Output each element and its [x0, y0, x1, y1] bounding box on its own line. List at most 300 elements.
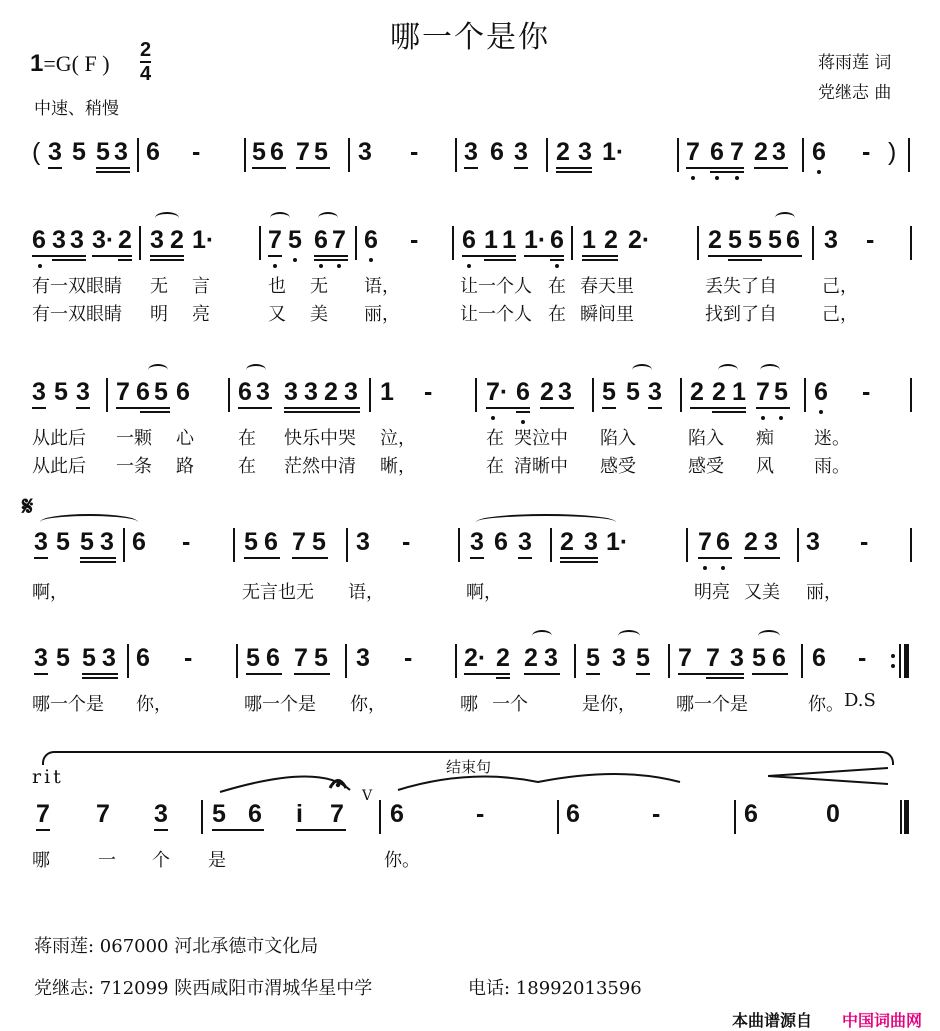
lyric: 有一双眼睛 — [32, 304, 122, 325]
barline — [801, 644, 803, 678]
lyric: 一颗 — [116, 428, 152, 449]
lyric: 在 — [238, 428, 256, 449]
ritardando-marking: rit — [32, 766, 64, 788]
lyric: 语， — [364, 276, 400, 297]
lyric: 迷。 — [814, 428, 850, 449]
lyric: 丽， — [364, 304, 400, 325]
note: 3 — [648, 378, 662, 406]
dash: - — [402, 528, 411, 556]
note: 3 — [544, 644, 558, 672]
barline — [734, 800, 736, 834]
barline — [686, 528, 688, 562]
barline — [458, 528, 460, 562]
underline — [32, 407, 46, 409]
lyric: 个 — [152, 850, 170, 871]
note: 3 — [34, 528, 48, 556]
lyric: 也 — [268, 276, 286, 297]
key-signature — [30, 50, 110, 78]
note: 3 — [612, 644, 626, 672]
lyric: 陷入 — [688, 428, 724, 449]
lyric: 丽， — [806, 582, 842, 603]
note: 1· — [606, 528, 629, 556]
final-barline-thick — [904, 800, 909, 834]
barline — [910, 528, 912, 562]
note: 3 — [344, 378, 358, 406]
note: 5 — [54, 378, 68, 406]
lyric: 清晰中 — [514, 456, 568, 477]
low-octave-dot — [721, 566, 725, 570]
note: 6 — [462, 226, 476, 254]
note: 7 — [296, 138, 310, 166]
underline — [140, 411, 170, 413]
note: 7 — [686, 138, 700, 166]
note: 2 — [540, 378, 554, 406]
lyric: 哪一个是 — [244, 694, 316, 715]
underline — [150, 259, 184, 261]
lyric: 一条 — [116, 456, 152, 477]
underline — [678, 673, 744, 675]
high-note: i — [296, 800, 303, 828]
underline — [52, 259, 86, 261]
note: 1· — [524, 226, 547, 254]
final-barline-thin — [900, 800, 902, 834]
lyric: 哪 — [460, 694, 478, 715]
underline — [496, 677, 510, 679]
underline — [36, 829, 50, 831]
note: 6 — [390, 800, 404, 828]
note: 6 — [176, 378, 190, 406]
underline — [582, 259, 618, 261]
repeat-dot — [891, 654, 895, 658]
low-octave-dot — [555, 264, 559, 268]
note: 3 — [70, 226, 84, 254]
note: 5 — [82, 644, 96, 672]
lyric: 泣， — [380, 428, 416, 449]
barline — [910, 226, 912, 260]
underline — [296, 829, 346, 831]
underline — [586, 673, 600, 675]
note: 2 — [604, 226, 618, 254]
note: 3 — [518, 528, 532, 556]
note: 2 — [170, 226, 184, 254]
dash: - — [410, 226, 419, 254]
lyric: 路 — [176, 456, 194, 477]
note: 6 — [744, 800, 758, 828]
note: 5 — [586, 644, 600, 672]
note: 5 — [244, 528, 258, 556]
slur — [270, 212, 290, 224]
note: 5 — [314, 138, 328, 166]
note: 3 — [764, 528, 778, 556]
breath-mark: V — [362, 788, 373, 804]
lyric: 心 — [176, 428, 194, 449]
low-octave-dot — [691, 176, 695, 180]
barline — [355, 226, 357, 260]
note: 3 — [48, 138, 62, 166]
tempo-marking: 中速、稍慢 — [34, 99, 119, 119]
lyric: 哪 — [32, 850, 50, 871]
note: 3 — [76, 378, 90, 406]
low-octave-dot — [293, 258, 297, 262]
note: 5 — [768, 226, 782, 254]
barline — [139, 226, 141, 260]
note: 2· — [628, 226, 651, 254]
note: 5 — [252, 138, 266, 166]
note: 2 — [712, 378, 726, 406]
note: 2 — [560, 528, 574, 556]
time-signature — [140, 40, 151, 84]
score-line-3 — [0, 378, 940, 478]
lyric: 哪一个是 — [32, 694, 104, 715]
underline — [292, 557, 328, 559]
source-prefix: 本曲谱源自 — [732, 1011, 813, 1030]
note: 6 — [550, 226, 564, 254]
note: 2· — [464, 644, 487, 672]
note: 3 — [464, 138, 478, 166]
note: 6 — [516, 378, 530, 406]
dash: - — [866, 226, 875, 254]
underline — [118, 259, 132, 261]
note: 6 — [266, 644, 280, 672]
note: 1 — [732, 378, 746, 406]
note: 5 — [288, 226, 302, 254]
barline — [680, 378, 682, 412]
low-octave-dot — [817, 170, 821, 174]
note: 3 — [52, 226, 66, 254]
note: 3· — [92, 226, 115, 254]
note: 7 — [36, 800, 50, 828]
lyric: 在 — [486, 428, 504, 449]
underline — [556, 171, 592, 173]
ending-label: 结束句 — [446, 758, 492, 776]
note: 7 — [330, 800, 344, 828]
note: 6 — [490, 138, 504, 166]
note: 1 — [502, 226, 516, 254]
barline — [475, 378, 477, 412]
barline — [236, 644, 238, 678]
note: 7· — [486, 378, 509, 406]
note: 6 — [32, 226, 46, 254]
lyric: 春天里 — [580, 276, 634, 297]
lyric: 无言也无 — [242, 582, 314, 603]
note: 1 — [380, 378, 394, 406]
dash: - — [410, 138, 419, 166]
note: 5 — [636, 644, 650, 672]
slur — [758, 630, 780, 642]
lyric: 感受 — [600, 456, 636, 477]
dash: - — [182, 528, 191, 556]
note: 2 — [744, 528, 758, 556]
note: 7 — [116, 378, 130, 406]
repeat-barline-thin — [899, 644, 901, 678]
underline — [116, 407, 170, 409]
underline — [462, 255, 516, 257]
lyric: 一个 — [492, 694, 528, 715]
dash: - — [862, 378, 871, 406]
underline — [550, 259, 564, 261]
note: 5 — [212, 800, 226, 828]
underline — [728, 259, 762, 261]
underline — [464, 167, 478, 169]
barline — [908, 138, 910, 172]
note: 3 — [514, 138, 528, 166]
note: 6 — [270, 138, 284, 166]
barline — [571, 226, 573, 260]
note: 6 — [136, 378, 150, 406]
underline — [712, 411, 746, 413]
note: 6 — [814, 378, 828, 406]
note: 7 — [294, 644, 308, 672]
lyric: 哭泣中 — [514, 428, 568, 449]
note: 2 — [118, 226, 132, 254]
note: 3 — [730, 644, 744, 672]
fermata-icon — [328, 775, 348, 789]
underline — [284, 407, 360, 409]
note: 3 — [578, 138, 592, 166]
barline — [127, 644, 129, 678]
slur — [155, 212, 179, 224]
note: 5 — [602, 378, 616, 406]
barline — [228, 378, 230, 412]
note: 3 — [154, 800, 168, 828]
key-value: =G( F ) — [43, 51, 110, 76]
barline — [455, 138, 457, 172]
barline — [348, 138, 350, 172]
low-octave-dot — [703, 566, 707, 570]
lyric: 啊， — [466, 582, 502, 603]
lyric: 丢失了自 — [705, 276, 777, 297]
note: 5 — [312, 528, 326, 556]
note: 7 — [96, 800, 110, 828]
underline — [82, 677, 118, 679]
song-title: 哪一个是你 — [390, 20, 550, 55]
underline — [698, 557, 732, 559]
note: 6 — [812, 644, 826, 672]
lyric: 一 — [98, 850, 116, 871]
slur — [246, 364, 266, 376]
note: 3 — [150, 226, 164, 254]
underline — [706, 677, 744, 679]
low-octave-dot — [467, 264, 471, 268]
underline — [486, 407, 530, 409]
lyric: 感受 — [688, 456, 724, 477]
barline — [123, 528, 125, 562]
note: 7 — [268, 226, 282, 254]
low-octave-dot — [761, 416, 765, 420]
note: 6 — [494, 528, 508, 556]
lyric: 又 — [268, 304, 286, 325]
lyric: 亮 — [192, 304, 210, 325]
barline — [379, 800, 381, 834]
note: 5 — [774, 378, 788, 406]
lyric: 从此后 — [32, 428, 86, 449]
lyric: 快乐中哭 — [284, 428, 356, 449]
note: 6 — [248, 800, 262, 828]
note: 3 — [304, 378, 318, 406]
note: 3 — [102, 644, 116, 672]
barline — [812, 226, 814, 260]
lyric: 己， — [822, 304, 858, 325]
slur — [632, 364, 652, 376]
lyric: 你。 — [808, 694, 844, 715]
underline — [752, 673, 788, 675]
underline — [744, 557, 780, 559]
lyric: 痴 — [756, 428, 774, 449]
barline — [455, 644, 457, 678]
barline — [804, 378, 806, 412]
lyric: 语， — [348, 582, 384, 603]
note: 3 — [772, 138, 786, 166]
barline — [244, 138, 246, 172]
dash: - — [862, 138, 871, 166]
lyricist-credit: 蒋雨莲 词 — [818, 53, 892, 73]
low-octave-dot — [715, 176, 719, 180]
lyric: 言 — [192, 276, 210, 297]
lyric: 雨。 — [814, 456, 850, 477]
lyric: 你， — [350, 694, 386, 715]
note: 3 — [584, 528, 598, 556]
score-line-1 — [0, 138, 940, 198]
note: 3 — [470, 528, 484, 556]
slur — [148, 364, 168, 376]
note: 6 — [566, 800, 580, 828]
note: 5 — [728, 226, 742, 254]
note: 2 — [524, 644, 538, 672]
lyric: 瞬间里 — [580, 304, 634, 325]
lyric: 在 — [486, 456, 504, 477]
underline — [284, 411, 360, 413]
low-octave-dot — [273, 264, 277, 268]
note: 6 — [716, 528, 730, 556]
underline — [690, 407, 746, 409]
lyric: 在 — [548, 304, 566, 325]
lyric: 啊， — [32, 582, 68, 603]
underline — [540, 407, 574, 409]
source-site-link[interactable]: 中国词曲网 — [842, 1011, 923, 1030]
note: 2 — [708, 226, 722, 254]
note: 6 — [710, 138, 724, 166]
underline — [82, 673, 118, 675]
note: 6 — [136, 644, 150, 672]
note: 5 — [72, 138, 86, 166]
barline — [452, 226, 454, 260]
dal-segno-marking: D.S — [844, 690, 876, 711]
note: 2 — [754, 138, 768, 166]
lyric: 是 — [208, 850, 226, 871]
lyricist-contact: 蒋雨莲: 067000 河北承德市文化局 — [34, 936, 319, 957]
note: 1 — [582, 226, 596, 254]
underline — [296, 167, 330, 169]
note: 3 — [358, 138, 372, 166]
lyric: 你。 — [384, 850, 420, 871]
underline — [464, 673, 510, 675]
barline — [557, 800, 559, 834]
underline — [32, 255, 86, 257]
note: 7 — [698, 528, 712, 556]
lyric: 你， — [136, 694, 172, 715]
slur — [532, 630, 552, 642]
underline — [710, 171, 744, 173]
note: 6 — [132, 528, 146, 556]
note: 7 — [706, 644, 720, 672]
underline — [252, 167, 286, 169]
underline — [294, 673, 330, 675]
underline — [686, 167, 744, 169]
composer-phone: 电话: 18992013596 — [468, 978, 642, 999]
note: 1· — [602, 138, 625, 166]
note: 1· — [192, 226, 215, 254]
underline — [524, 255, 564, 257]
dash: - — [424, 378, 433, 406]
underline — [96, 171, 130, 173]
note: 3 — [114, 138, 128, 166]
note: 6 — [812, 138, 826, 166]
low-octave-dot — [819, 410, 823, 414]
lyric: 美 — [310, 304, 328, 325]
lyric: 明亮 — [694, 582, 730, 603]
low-octave-dot — [337, 264, 341, 268]
note: 5 — [314, 644, 328, 672]
barline — [550, 528, 552, 562]
note: 7 — [332, 226, 346, 254]
note: 5 — [80, 528, 94, 556]
note: 5 — [246, 644, 260, 672]
barline — [346, 528, 348, 562]
underline — [92, 255, 132, 257]
underline — [560, 557, 598, 559]
lyric: 无 — [310, 276, 328, 297]
repeat-barline-thick — [904, 644, 909, 678]
barline — [546, 138, 548, 172]
dash: - — [404, 644, 413, 672]
score-line-2 — [0, 226, 940, 326]
composer-credit: 党继志 曲 — [818, 83, 892, 103]
note: 2 — [690, 378, 704, 406]
underline — [150, 255, 184, 257]
dash: - — [860, 528, 869, 556]
time-signature-bottom: 4 — [140, 63, 152, 85]
underline — [80, 557, 116, 559]
note: 3 — [558, 378, 572, 406]
low-octave-dot — [38, 264, 42, 268]
underline — [470, 557, 484, 559]
lyric: 无 — [150, 276, 168, 297]
lyric: 己， — [822, 276, 858, 297]
underline — [756, 407, 790, 409]
lyric: 又美 — [744, 582, 780, 603]
underline — [246, 673, 282, 675]
underline — [648, 407, 662, 409]
dash: - — [858, 644, 867, 672]
note: 3 — [356, 528, 370, 556]
note: 3 — [284, 378, 298, 406]
low-octave-dot — [779, 416, 783, 420]
underline — [80, 561, 116, 563]
underline — [314, 259, 348, 261]
note: 6 — [238, 378, 252, 406]
lyric: 茫然中清 — [284, 456, 356, 477]
note: 6 — [772, 644, 786, 672]
barline — [802, 138, 804, 172]
barline — [677, 138, 679, 172]
barline — [201, 800, 203, 834]
lyric: 有一双眼睛 — [32, 276, 122, 297]
underline — [484, 259, 516, 261]
underline — [314, 255, 348, 257]
note: 3 — [256, 378, 270, 406]
barline — [233, 528, 235, 562]
low-octave-dot — [319, 264, 323, 268]
